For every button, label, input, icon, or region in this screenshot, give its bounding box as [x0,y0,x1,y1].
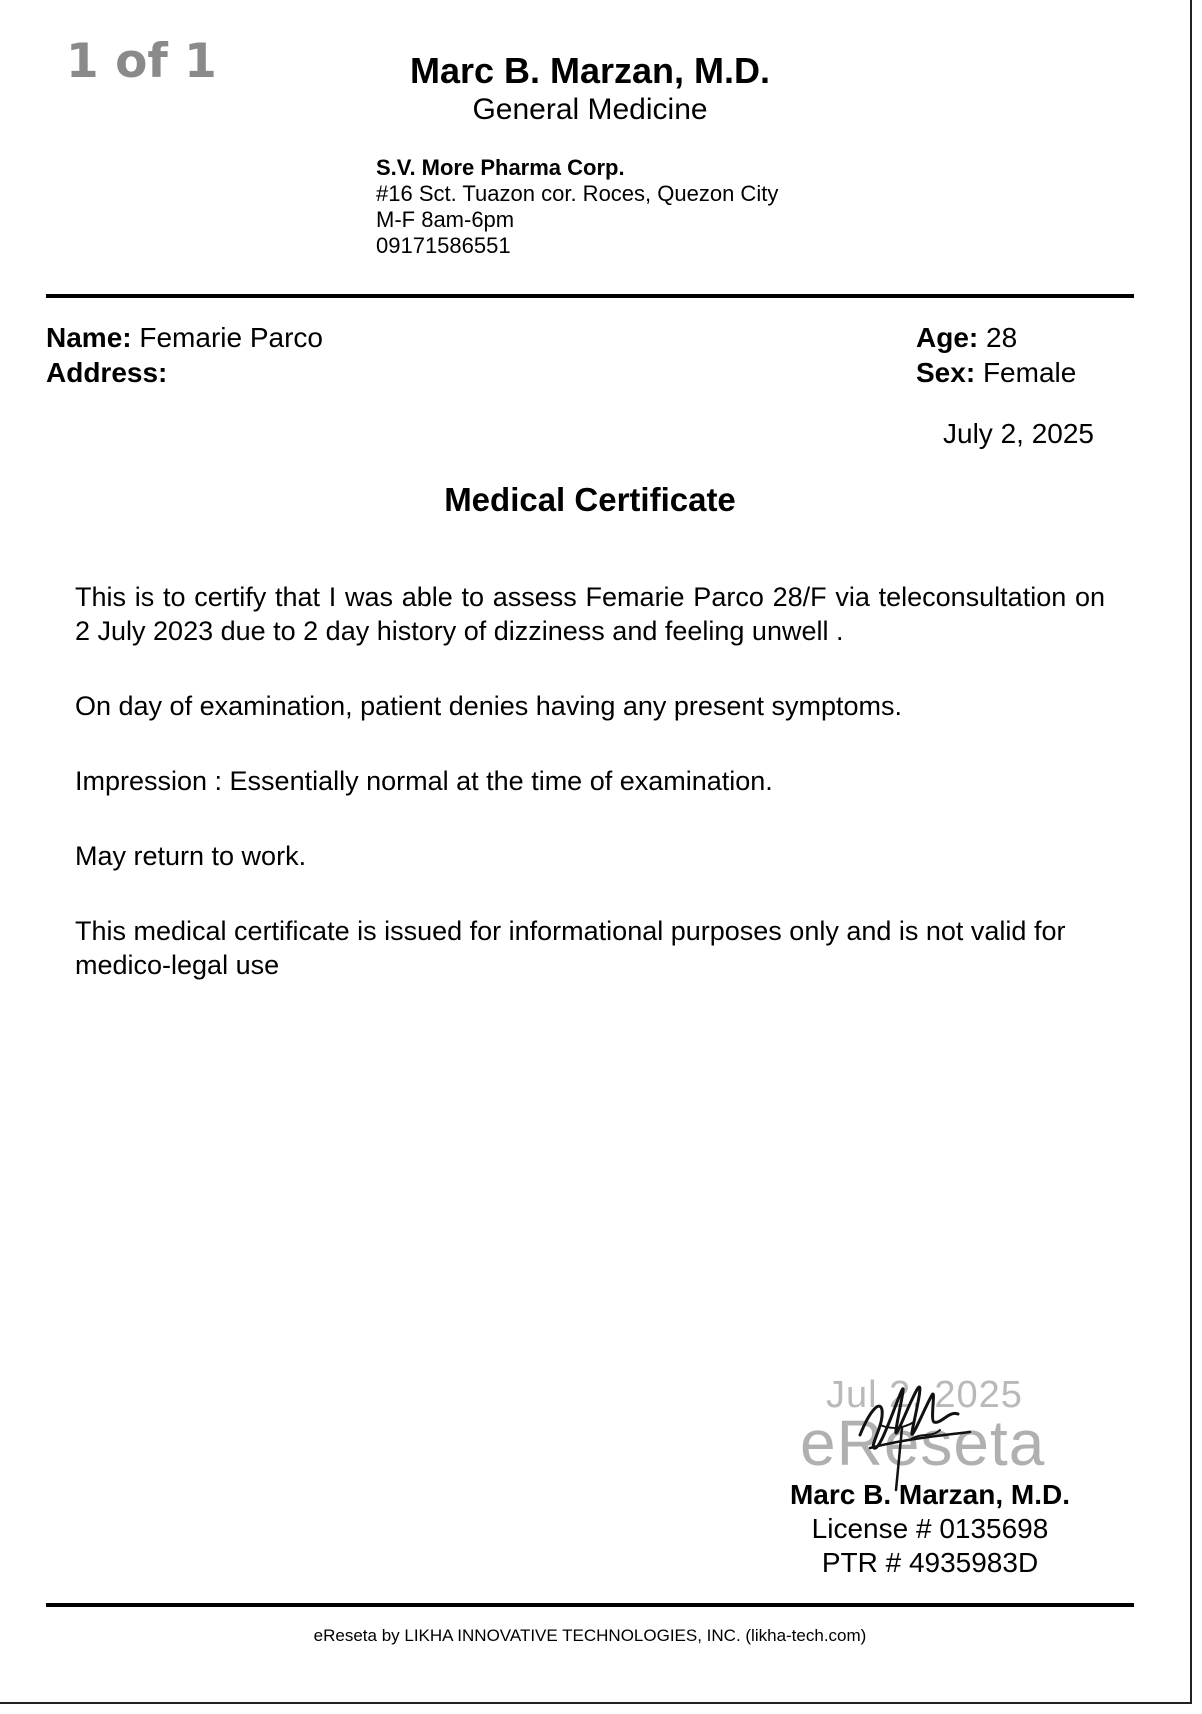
patient-sex-row [916,355,1076,390]
patient-sex: Female [982,357,1077,388]
footer-divider [46,1603,1134,1607]
clinic-phone: 09171586551 [376,233,511,258]
patient-info-left [46,320,323,390]
doctor-name-heading: Marc B. Marzan, M.D. [409,50,771,91]
clinic-hours: M-F 8am-6pm [376,207,515,232]
patient-address-label: Address: [46,357,168,388]
patient-age-row [916,320,1076,355]
body-paragraph-symptoms: On day of examination, patient denies having any present symptoms. [75,691,902,721]
patient-name-label: Name: [46,322,132,353]
body-paragraph-recommendation: May return to work. [75,841,307,871]
signature-stamp [780,1370,1080,1480]
patient-info-right [916,320,1076,390]
patient-sex-label: Sex: [916,357,976,388]
patient-name: Femarie Parco [139,322,323,353]
patient-address-row [46,355,323,390]
certificate-body [75,580,1105,1023]
signatory-block [760,1478,1100,1580]
footer-credit: eReseta by LIKHA INNOVATIVE TECHNOLOGIES, INC. (likha-tech.com) [313,1626,867,1645]
signatory-ptr: PTR # 4935983D [821,1547,1039,1578]
body-paragraph-disclaimer: This medical certificate is issued for informational purposes only and is not valid for medico-legal use [75,916,1066,980]
body-paragraph-impression: Impression : Essentially normal at the time of examination. [75,766,773,796]
stamp-date: Jul 2, 2025 [826,1374,1023,1416]
body-paragraph-assessment: This is to certify that I was able to assess Femarie Parco 28/F via teleconsultation on 2 July 2023 due to 2 day history of dizziness and feeling unwell . [75,582,1105,646]
clinic-info [376,155,778,259]
page-indicator: 1 of 1 [66,34,217,89]
signatory-name: Marc B. Marzan, M.D. [789,1479,1071,1510]
certificate-date: July 2, 2025 [943,418,1094,449]
header-divider [46,294,1134,298]
stamp-brand-watermark: eReseta [800,1407,1046,1479]
certificate-title: Medical Certificate [444,481,736,518]
doctor-specialty: General Medicine [472,93,708,126]
patient-age-label: Age: [916,322,979,353]
clinic-name: S.V. More Pharma Corp. [376,155,625,180]
patient-name-row [46,320,323,355]
clinic-address: #16 Sct. Tuazon cor. Roces, Quezon City [376,181,779,206]
handwritten-signature [840,1370,980,1495]
signatory-license: License # 0135698 [811,1513,1049,1544]
patient-age: 28 [986,322,1018,353]
